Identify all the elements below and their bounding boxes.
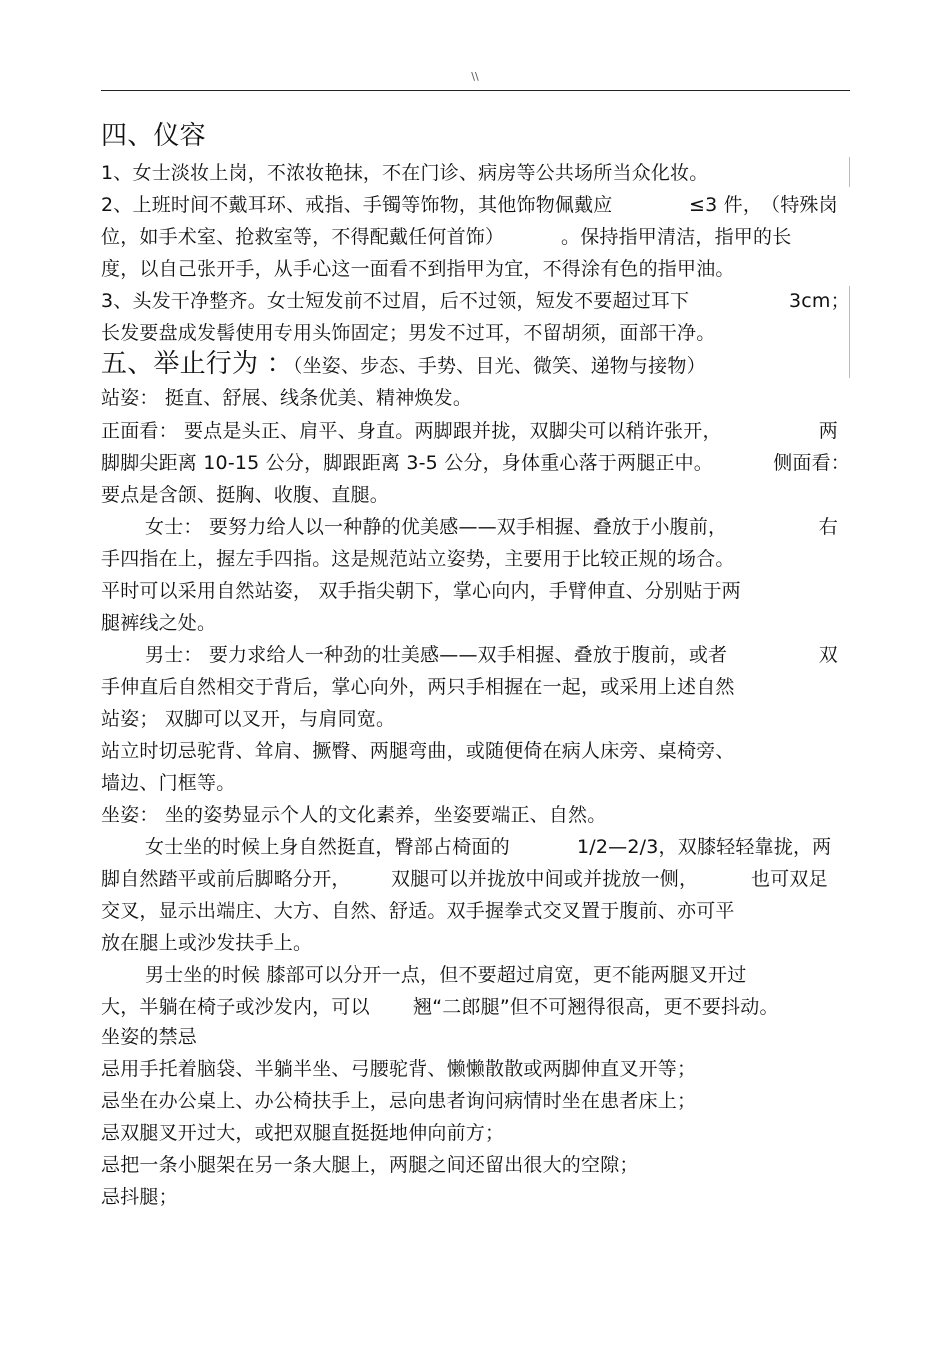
paragraph-line: 手四指在上，握左手四指。这是规范站立姿势，主要用于比较正规的场合。 [101, 548, 735, 570]
paragraph-line [101, 192, 850, 218]
text-span: 双腿可以并拢放中间或并拢放一侧， [391, 868, 699, 890]
text-span: 女士： 要努力给人以一种静的优美感——双手相握、叠放于小腹前， [145, 516, 728, 538]
paragraph-line [101, 866, 850, 892]
text-span: ≤3 件， [689, 194, 763, 216]
paragraph-line: 交叉，显示出端庄、大方、自然、舒适。双手握拳式交叉置于腹前、亦可平 [101, 900, 735, 922]
text-span: 脚脚尖距离 10-15 公分，脚跟距离 3-5 公分，身体重心落于两腿正中。 [101, 452, 714, 474]
text-span: 双 [818, 644, 838, 666]
text-span: 两 [818, 420, 838, 442]
text-span: 脚自然踏平或前后脚略分开， [101, 868, 351, 890]
section-title-text: 五、举止行为 ： [101, 349, 293, 379]
list-item: 忌双腿叉开过大，或把双腿直挺挺地伸向前方； [101, 1122, 505, 1144]
text-span: 男士： 要力求给人一种劲的壮美感——双手相握、叠放于腹前，或者 [145, 644, 728, 666]
paragraph-line: 手伸直后自然相交于背后，掌心向外，两只手相握在一起，或采用上述自然 [101, 676, 735, 698]
text-span: 翘“二郎腿”但不可翘得很高，更不要抖动。 [413, 996, 779, 1018]
text-span: 侧面看： [773, 452, 850, 474]
text-span: 1/2—2/3，双膝轻轻靠拢，两 [577, 836, 832, 858]
list-item: 忌抖腿； [101, 1186, 178, 1208]
text-span: 大，半躺在椅子或沙发内，可以 [101, 996, 370, 1018]
list-item: 忌把一条小腿架在另一条大腿上，两腿之间还留出很大的空隙； [101, 1154, 639, 1176]
section-title-behavior [101, 348, 850, 382]
paragraph-line [145, 834, 850, 860]
text-span: 3cm； [789, 290, 850, 312]
text-span: 。保持指甲清洁，指甲的长 [561, 226, 792, 248]
section-subtitle: （坐姿、步态、手势、目光、微笑、递物与接物） [292, 355, 706, 377]
section-title-appearance: 四、仪容 [101, 121, 206, 151]
paragraph-line: 站姿： 挺直、舒展、线条优美、精神焕发。 [101, 387, 473, 409]
header-mark: \\ [471, 70, 479, 83]
text-span: 女士坐的时候上身自然挺直，臀部占椅面的 [145, 836, 510, 858]
paragraph-line: 度，以自己张开手，从手心这一面看不到指甲为宜，不得涂有色的指甲油。 [101, 258, 735, 280]
paragraph-line: 要点是含颌、挺胸、收腹、直腿。 [101, 484, 390, 506]
paragraph-line [101, 224, 850, 250]
paragraph-line: 男士坐的时候 膝部可以分开一点，但不要超过肩宽，更不能两腿叉开过 [145, 964, 747, 986]
subheading-sitting-taboos: 坐姿的禁忌 [101, 1026, 198, 1048]
paragraph-line: 放在腿上或沙发扶手上。 [101, 932, 313, 954]
paragraph-line: 1、女士淡妆上岗，不浓妆艳抹，不在门诊、病房等公共场所当众化妆。 [101, 162, 709, 184]
paragraph-line [101, 418, 850, 444]
paragraph-line: 腿裤线之处。 [101, 612, 217, 634]
text-span: 也可双足 [751, 868, 828, 890]
text-span: 右 [818, 516, 838, 538]
paragraph-line: 站立时切忌驼背、耸肩、撅臀、两腿弯曲，或随便倚在病人床旁、桌椅旁、 [101, 740, 735, 762]
header-rule [101, 90, 850, 91]
paragraph-line [145, 514, 850, 540]
paragraph-line: 坐姿： 坐的姿势显示个人的文化素养，坐姿要端正、自然。 [101, 804, 607, 826]
paragraph-line [145, 642, 850, 668]
text-span: 位，如手术室、抢救室等，不得配戴任何首饰） [101, 226, 505, 248]
paragraph-line [101, 994, 850, 1020]
list-item: 忌坐在办公桌上、办公椅扶手上，忌向患者询问病情时坐在患者床上； [101, 1090, 697, 1112]
text-span: 3、头发干净整齐。女士短发前不过眉，后不过领，短发不要超过耳下 [101, 290, 690, 312]
paragraph-line: 长发要盘成发髻使用专用头饰固定；男发不过耳，不留胡须，面部干净。 [101, 322, 716, 344]
list-item: 忌用手托着脑袋、半躺半坐、弓腰驼背、懒懒散散或两脚伸直叉开等； [101, 1058, 697, 1080]
paragraph-line: 站姿； 双脚可以叉开，与肩同宽。 [101, 708, 396, 730]
paragraph-line: 墙边、门框等。 [101, 772, 236, 794]
paragraph-line: 平时可以采用自然站姿， 双手指尖朝下，掌心向内，手臂伸直、分别贴于两 [101, 580, 741, 602]
text-span: 正面看： 要点是头正、肩平、身直。两脚跟并拢，双脚尖可以稍许张开， [101, 420, 722, 442]
paragraph-line [101, 450, 850, 476]
text-span: （特殊岗 [761, 194, 838, 216]
paragraph-line [101, 288, 850, 314]
text-span: 2、上班时间不戴耳环、戒指、手镯等饰物，其他饰物佩戴应 [101, 194, 613, 216]
